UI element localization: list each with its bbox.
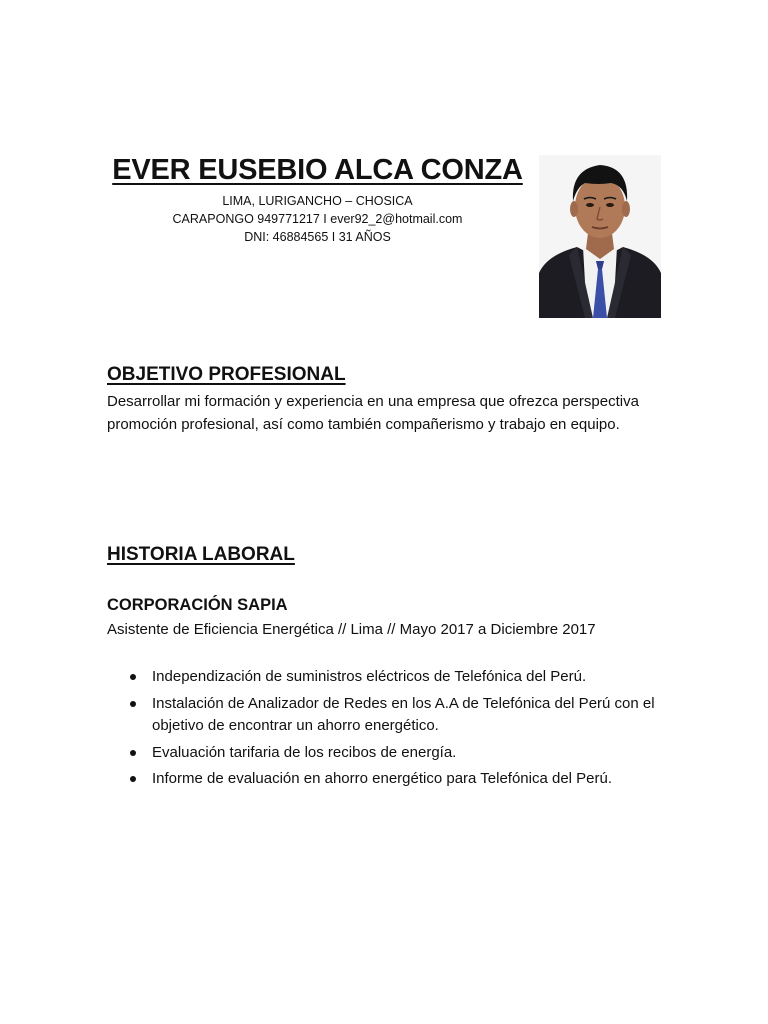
task-text: Instalación de Analizador de Redes en los A.A de Telefónica del Perú con el objetivo de encontrar un ahorro energético. — [152, 694, 655, 734]
portrait-image — [539, 155, 661, 318]
list-item — [128, 666, 668, 689]
objective-text: Desarrollar mi formación y experiencia en una empresa que ofrezca perspectiva promoción profesional, así como también compañerismo y trabajo en equipo. — [107, 393, 639, 433]
bullet-icon — [130, 701, 136, 707]
candidate-name: EVER EUSEBIO ALCA CONZA — [112, 154, 523, 186]
task-text: Informe de evaluación en ahorro energético para Telefónica del Perú. — [152, 770, 613, 787]
job-role-line: Asistente de Eficiencia Energética // Lima // Mayo 2017 a Diciembre 2017 — [107, 621, 596, 638]
work-history-title: HISTORIA LABORAL — [107, 544, 295, 565]
address-line: LIMA, LURIGANCHO – CHOSICA — [222, 194, 413, 208]
bullet-icon — [130, 776, 136, 782]
task-text: Evaluación tarifaria de los recibos de energía. — [152, 743, 457, 761]
id-age-line: DNI: 46884565 I 31 AÑOS — [244, 230, 391, 244]
task-list — [128, 666, 668, 795]
list-item — [128, 768, 668, 791]
phone-email-line: CARAPONGO 949771217 I ever92_2@hotmail.com — [172, 212, 463, 226]
contact-info — [110, 192, 525, 246]
company-name: CORPORACIÓN SAPIA — [107, 596, 288, 614]
list-item — [128, 693, 668, 738]
bullet-icon — [130, 750, 136, 756]
task-text: Independización de suministros eléctricos de Telefónica del Perú. — [152, 668, 587, 685]
bullet-icon — [130, 674, 136, 680]
list-item — [128, 742, 668, 765]
objective-title: OBJETIVO PROFESIONAL — [107, 364, 346, 385]
resume-header — [110, 152, 525, 246]
profile-photo — [539, 155, 661, 318]
